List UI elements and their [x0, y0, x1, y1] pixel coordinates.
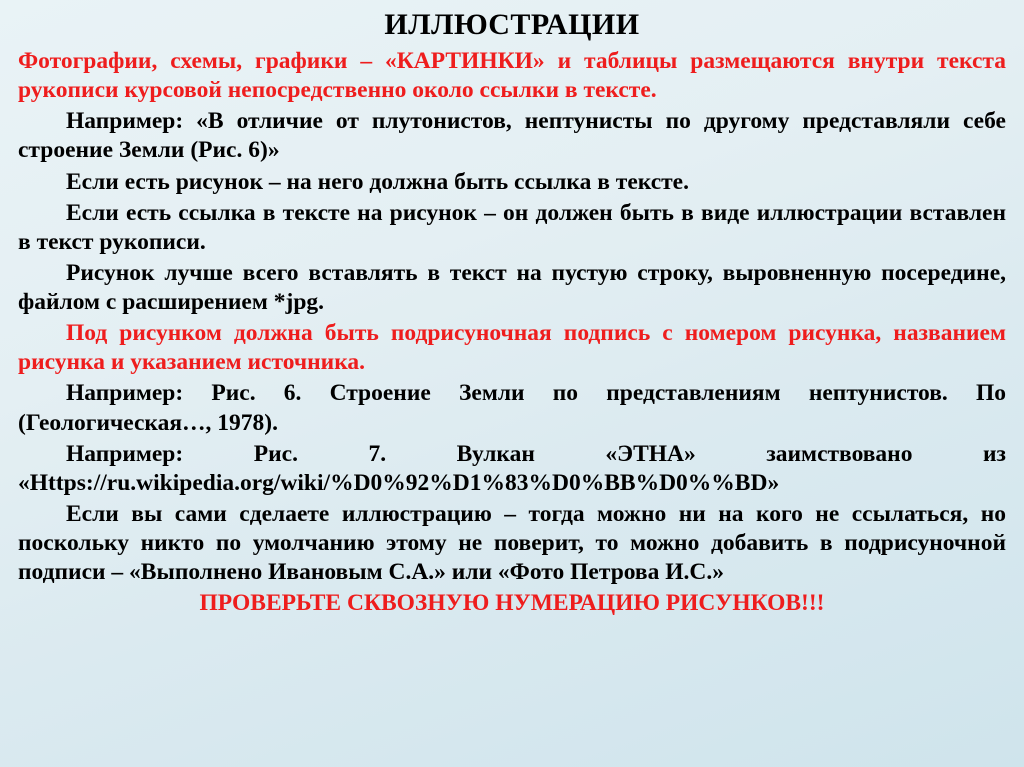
paragraph-8: Например: Рис. 7. Вулкан «ЭТНА» заимствовано из «Https://ru.wikipedia.org/wiki/%D0%92%D1%83%D0%BB%D0%%BD»: [18, 440, 1006, 496]
paragraph-3: Если есть рисунок – на него должна быть ссылка в тексте.: [66, 168, 689, 195]
paragraph-6: Под рисунком должна быть подрисуночная подпись с номером рисунка, названием рисунка и указанием источника.: [18, 320, 1006, 376]
paragraph-1: Фотографии, схемы, графики – «КАРТИНКИ» и таблицы размещаются внутри текста рукописи курсовой непосредственно около ссылки в тексте.: [18, 48, 1006, 104]
paragraph-9: Если вы сами сделаете иллюстрацию – тогда можно ни на кого не ссылаться, но поскольку никто по умолчанию этому не поверит, то можно добавить в подрисуночной подписи – «Выполнено Ивановым С.А.» или «Фото Петрова И.С.»: [18, 500, 1006, 586]
page-title: ИЛЛЮСТРАЦИИ: [384, 8, 640, 41]
paragraph-5: Рисунок лучше всего вставлять в текст на пустую строку, выровненную посередине, файлом с расширением *jpg.: [18, 259, 1006, 315]
paragraph-2: Например: «В отличие от плутонистов, нептунисты по другому представляли себе строение Земли (Рис. 6)»: [18, 108, 1006, 164]
paragraph-10: ПРОВЕРЬТЕ СКВОЗНУЮ НУМЕРАЦИЮ РИСУНКОВ!!!: [199, 590, 825, 617]
paragraph-7: Например: Рис. 6. Строение Земли по представлениям нептунистов. По (Геологическая…, 1978).: [18, 380, 1006, 436]
paragraph-4: Если есть ссылка в тексте на рисунок – он должен быть в виде иллюстрации вставлен в текст рукописи.: [18, 199, 1006, 255]
